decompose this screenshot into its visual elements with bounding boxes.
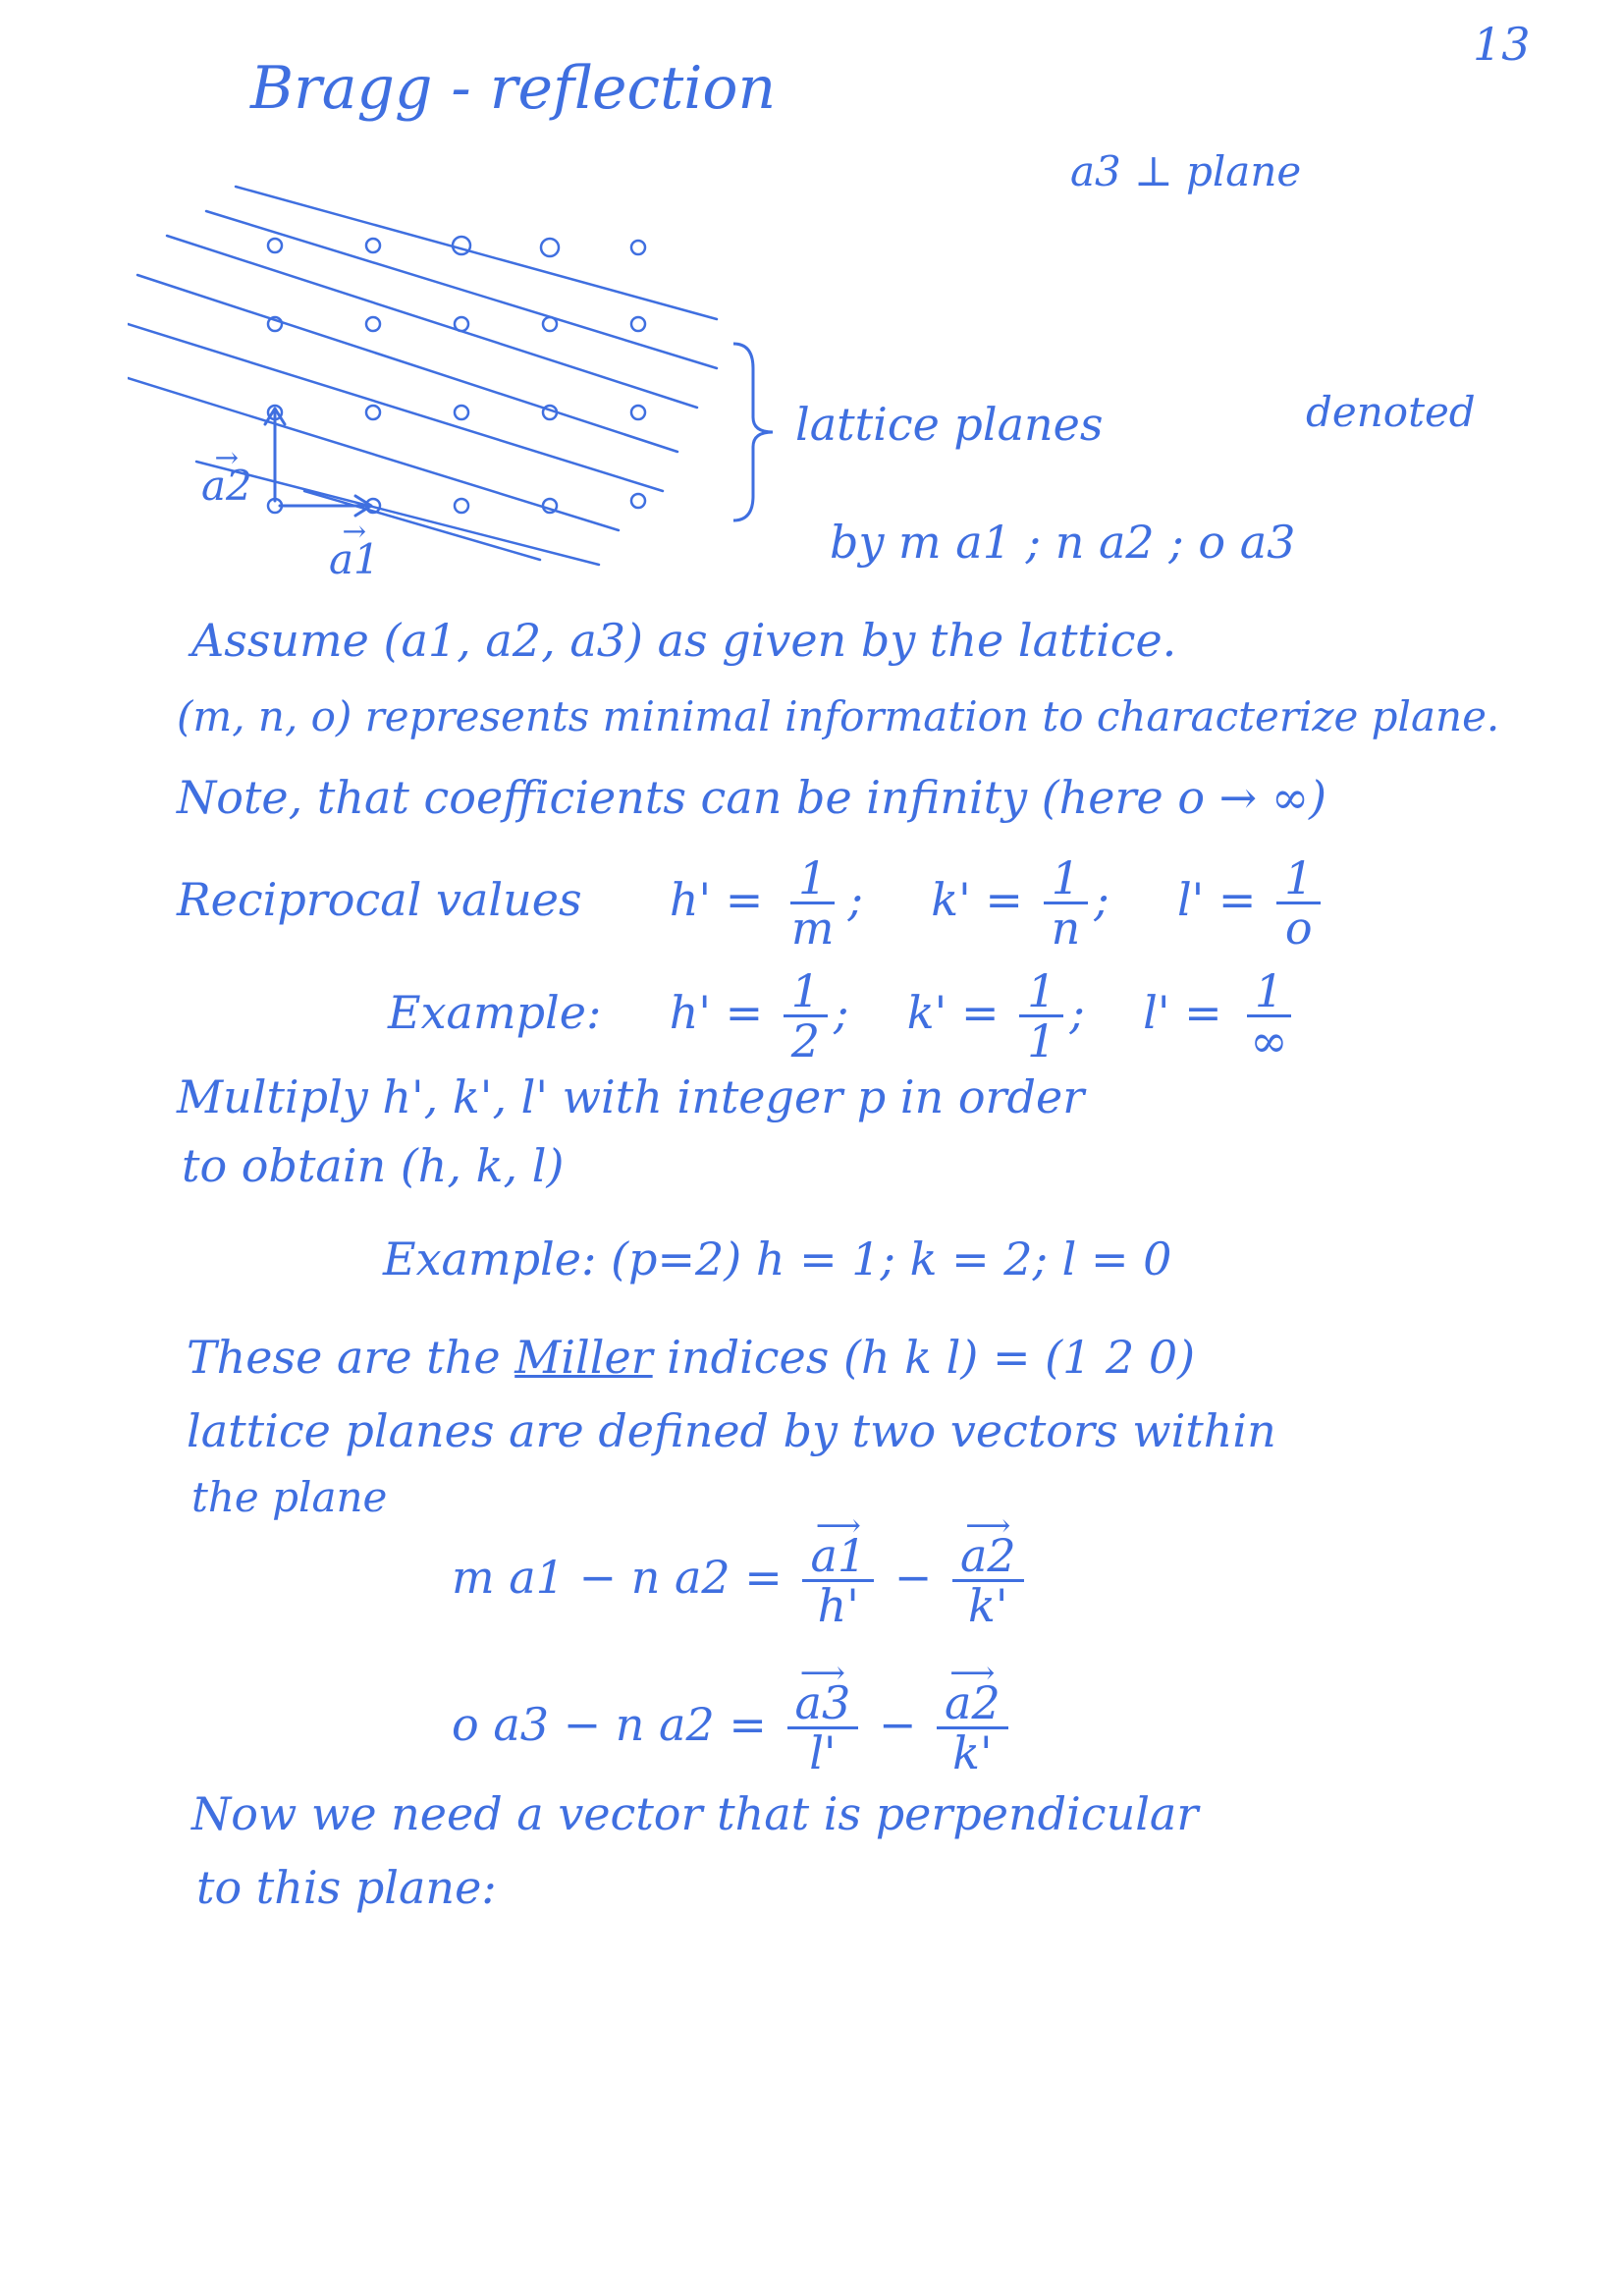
example1-label: Example:	[388, 985, 602, 1039]
lattice-point	[543, 499, 557, 513]
example1-h: h' =	[669, 985, 764, 1039]
multiply-line: Multiply h', k', l' with integer p in order	[177, 1070, 1085, 1123]
lattice-plane-line	[206, 211, 717, 368]
lattice-point	[631, 406, 645, 419]
reciprocal-h: h' =	[669, 872, 764, 926]
frac-num: 1	[1276, 854, 1321, 904]
eq2-fraction-2	[937, 1676, 1008, 1780]
fraction-k	[1044, 851, 1089, 956]
defined-line: lattice planes are defined by two vectors within	[187, 1404, 1276, 1457]
frac-den: k'	[968, 1579, 1008, 1633]
brace	[729, 339, 778, 525]
frac-den: 2	[790, 1014, 821, 1068]
page-number: 13	[1473, 18, 1531, 71]
lattice-point	[455, 499, 468, 513]
frac-num: 1	[784, 967, 828, 1017]
frac-num: ⟶ a2	[952, 1532, 1024, 1582]
brace-label-by: by m a1 ; n a2 ; o a3	[830, 516, 1296, 569]
lattice-point	[455, 317, 468, 331]
eq1-minus: −	[893, 1550, 933, 1604]
example1-fraction-k	[1019, 964, 1063, 1068]
a1-label-text: → a1	[329, 535, 380, 583]
eq1-fraction-1	[802, 1529, 874, 1633]
lattice-point	[631, 494, 645, 508]
lattice-diagram	[128, 167, 736, 579]
frac-den: 1	[1027, 1014, 1056, 1068]
page-title: Bragg - reflection	[250, 54, 777, 123]
miller-line	[187, 1331, 1195, 1384]
brace-label-lattice-planes: lattice planes	[795, 398, 1104, 451]
frac-num: ⟶ a2	[937, 1679, 1008, 1729]
reciprocal-k: k' =	[931, 872, 1023, 926]
lattice-point	[268, 239, 282, 252]
lattice-point	[631, 317, 645, 331]
lattice-plane-line	[236, 187, 717, 319]
miller-post-text: indices (h k l) = (1 2 0)	[667, 1331, 1196, 1384]
miller-pre-text: These are the	[187, 1331, 501, 1384]
the-plane-line: the plane	[191, 1473, 388, 1521]
example1-l: l' =	[1143, 985, 1222, 1039]
a3-perpendicular-note: a3 ⊥ plane	[1070, 147, 1302, 195]
brace-label-denoted: denoted	[1306, 388, 1476, 436]
now-line: Now we need a vector that is perpendicular	[191, 1787, 1199, 1840]
frac-num: 1	[1044, 854, 1088, 904]
lattice-point	[631, 241, 645, 254]
fraction-l	[1276, 851, 1321, 956]
lattice-point	[541, 239, 559, 256]
eq1-fraction-2	[952, 1529, 1024, 1633]
diagram-a1-label	[329, 535, 380, 583]
frac-den: h'	[817, 1579, 859, 1633]
reciprocal-label: Reciprocal values	[177, 872, 582, 926]
diagram-a2-label	[201, 462, 252, 510]
frac-num: 1	[790, 854, 835, 904]
eq2-minus: −	[878, 1697, 917, 1751]
frac-num: 1	[1019, 967, 1063, 1017]
lattice-point	[366, 239, 380, 252]
assume-line: Assume (a1, a2, a3) as given by the lattice.	[191, 614, 1177, 667]
equation-1	[452, 1529, 1030, 1633]
eq2-lhs: o a3 − n a2 =	[452, 1697, 767, 1751]
example1-fraction-l	[1242, 964, 1295, 1068]
lattice-point	[453, 237, 470, 254]
frac-den: ∞	[1250, 1014, 1288, 1068]
minimal-info-line: (m, n, o) represents minimal information to characterize plane.	[177, 692, 1500, 740]
equation-2	[452, 1676, 1014, 1780]
fraction-h	[784, 851, 842, 956]
example2-line: Example: (p=2) h = 1; k = 2; l = 0	[383, 1232, 1172, 1285]
example1-line: Example: h' = $\frac{1}{2}$ ; k' = $\frac{1}{1}$ ; l' = $\frac{1}{\infty}$	[388, 967, 1302, 1066]
frac-den: o	[1284, 902, 1313, 956]
frac-den: m	[790, 902, 835, 956]
lattice-plane-line	[196, 462, 599, 565]
reciprocal-l: l' =	[1176, 872, 1257, 926]
eq2-fraction-1	[787, 1676, 859, 1780]
lattice-plane-line	[137, 275, 677, 452]
a2-label-text: → a2	[201, 462, 252, 510]
obtain-line: to obtain (h, k, l)	[182, 1139, 565, 1192]
miller-word: Miller	[514, 1331, 653, 1384]
lattice-point	[543, 317, 557, 331]
frac-num: ⟶ a3	[787, 1679, 859, 1729]
eq1-lhs: m a1 − n a2 =	[452, 1550, 783, 1604]
lattice-point	[455, 406, 468, 419]
example1-k: k' =	[906, 985, 1000, 1039]
to-plane-line: to this plane:	[196, 1861, 497, 1914]
lattice-point	[366, 317, 380, 331]
lattice-plane-line	[167, 236, 697, 408]
frac-den: n	[1051, 902, 1081, 956]
lattice-point	[366, 406, 380, 419]
example1-fraction-h	[784, 964, 828, 1068]
frac-num: ⟶ a1	[802, 1532, 874, 1582]
reciprocal-line: Reciprocal values h' = $\frac{1}{m}$ ; k' = $\frac{1}{n}$ ; l' = $\frac{1}{o}$	[177, 854, 1326, 953]
frac-num: 1	[1247, 967, 1291, 1017]
note-infinity-line: Note, that coefficients can be infinity (here o → ∞)	[177, 771, 1327, 824]
frac-den: l'	[809, 1726, 837, 1780]
frac-den: k'	[952, 1726, 993, 1780]
